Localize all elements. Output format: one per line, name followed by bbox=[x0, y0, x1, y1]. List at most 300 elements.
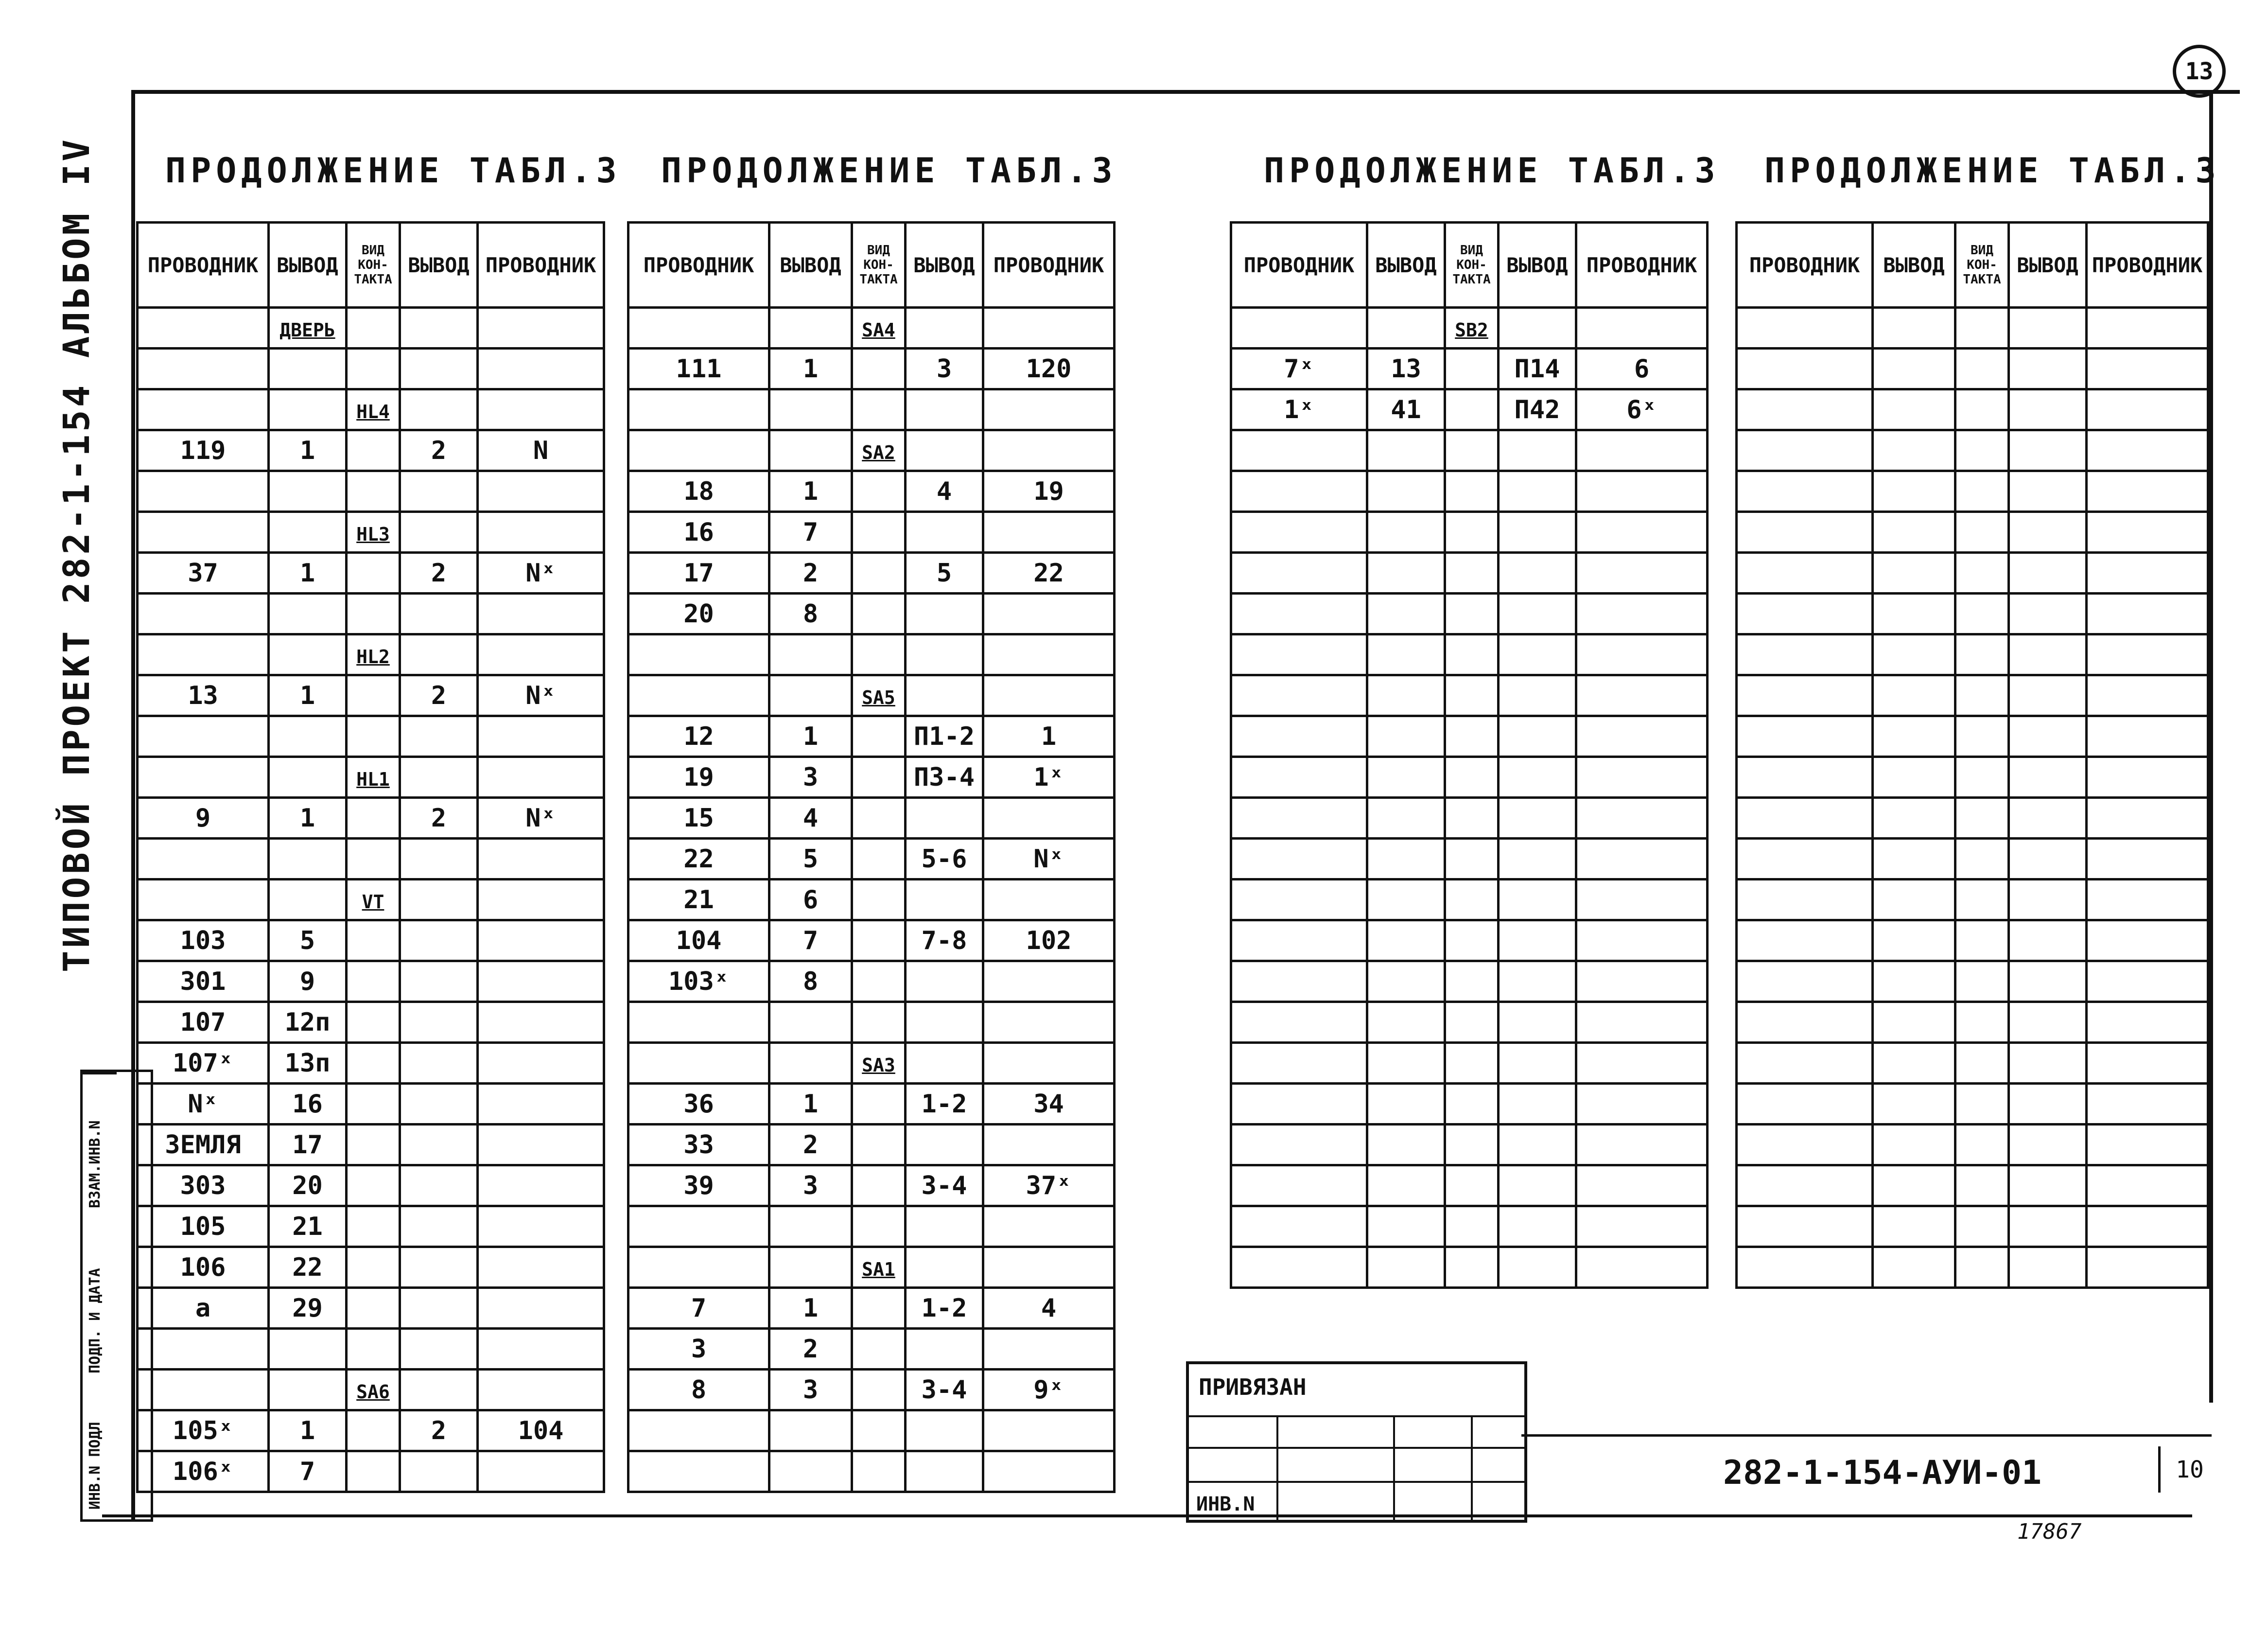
table-cell bbox=[347, 757, 400, 798]
column-header bbox=[1955, 223, 2009, 308]
column-header bbox=[1367, 223, 1445, 308]
table-cell bbox=[1576, 1247, 1708, 1288]
table-cell bbox=[1873, 1165, 1955, 1206]
table-cell bbox=[1367, 1084, 1445, 1125]
table-cell bbox=[269, 430, 347, 471]
table-cell bbox=[1445, 1247, 1499, 1288]
table-row bbox=[628, 716, 1115, 757]
side-stamp-label: ПОДП. И ДАТА bbox=[87, 1268, 104, 1373]
table-cell bbox=[2009, 553, 2087, 594]
cell-value: 17 bbox=[683, 558, 714, 588]
cell-value: 29 bbox=[292, 1293, 323, 1323]
table-row bbox=[138, 880, 604, 920]
table-row bbox=[138, 634, 604, 675]
table-cell bbox=[1955, 594, 2009, 634]
table-cell bbox=[1737, 1165, 1873, 1206]
table-cell bbox=[1873, 430, 1955, 471]
table-cell bbox=[906, 961, 983, 1002]
table-cell bbox=[628, 839, 769, 880]
table-cell bbox=[1955, 308, 2009, 349]
stamp-inv-label: ИНВ.N bbox=[1196, 1493, 1255, 1515]
table-row bbox=[1737, 1084, 2208, 1125]
table-cell bbox=[852, 1288, 906, 1329]
frame-right-line bbox=[2209, 90, 2213, 1403]
table-cell bbox=[2087, 471, 2208, 512]
table-row bbox=[628, 553, 1115, 594]
table-cell bbox=[400, 512, 478, 553]
table-cell bbox=[1231, 430, 1367, 471]
cell-value: 2 bbox=[431, 681, 447, 710]
table-row bbox=[628, 512, 1115, 553]
table-cell bbox=[983, 839, 1115, 880]
table-cell bbox=[2087, 839, 2208, 880]
table-cell bbox=[852, 594, 906, 634]
table-cell bbox=[769, 1206, 852, 1247]
cell-value: 1-2 bbox=[921, 1089, 967, 1119]
table-cell bbox=[1499, 308, 1576, 349]
table-cell bbox=[628, 1288, 769, 1329]
table-cell bbox=[2009, 1206, 2087, 1247]
table-cell bbox=[347, 880, 400, 920]
table-cell bbox=[1499, 430, 1576, 471]
table-cell bbox=[1231, 716, 1367, 757]
table-row bbox=[1231, 1125, 1708, 1165]
table-cell bbox=[852, 349, 906, 389]
cell-value: П3-4 bbox=[913, 762, 975, 792]
table-row bbox=[138, 553, 604, 594]
table-row bbox=[138, 1206, 604, 1247]
table-row bbox=[138, 512, 604, 553]
cell-value: 3 bbox=[936, 354, 952, 384]
table-cell bbox=[138, 1002, 269, 1043]
table-cell bbox=[628, 1329, 769, 1370]
table-cell bbox=[347, 1247, 400, 1288]
table-cell bbox=[1955, 1002, 2009, 1043]
cell-value: 105ˣ bbox=[172, 1416, 234, 1445]
table-cell bbox=[1367, 961, 1445, 1002]
table-cell bbox=[1367, 512, 1445, 553]
table-cell bbox=[1873, 716, 1955, 757]
table-cell bbox=[983, 798, 1115, 839]
table-cell bbox=[1576, 430, 1708, 471]
table-cell bbox=[769, 675, 852, 716]
table-cell bbox=[1873, 798, 1955, 839]
table-header-row bbox=[138, 223, 604, 308]
table-cell bbox=[906, 798, 983, 839]
cell-value: N bbox=[533, 436, 549, 465]
cell-value: 8 bbox=[691, 1375, 707, 1405]
table-cell bbox=[478, 839, 604, 880]
table-cell bbox=[1231, 920, 1367, 961]
table-cell bbox=[983, 308, 1115, 349]
table-row bbox=[628, 1043, 1115, 1084]
table-cell bbox=[1576, 594, 1708, 634]
cell-value: 2 bbox=[431, 803, 447, 833]
table-cell bbox=[2087, 553, 2208, 594]
cell-value: SB2 bbox=[1455, 319, 1488, 341]
table-cell bbox=[1873, 594, 1955, 634]
table-cell bbox=[1499, 880, 1576, 920]
table-cell bbox=[983, 1002, 1115, 1043]
table-cell bbox=[2009, 880, 2087, 920]
cell-value: 19 bbox=[1033, 476, 1064, 506]
table-cell bbox=[983, 1451, 1115, 1492]
table-cell bbox=[400, 1329, 478, 1370]
table-cell bbox=[1499, 512, 1576, 553]
table-cell bbox=[1955, 716, 2009, 757]
column-header-label: ПРОВОДНИК bbox=[1243, 253, 1355, 277]
table-cell bbox=[1873, 675, 1955, 716]
table-cell bbox=[628, 716, 769, 757]
table-cell bbox=[269, 553, 347, 594]
table-cell bbox=[138, 1043, 269, 1084]
column-header-label: ВИД КОН-ТАКТА bbox=[354, 243, 392, 287]
table-cell bbox=[2087, 961, 2208, 1002]
table-row bbox=[628, 1410, 1115, 1451]
table-cell bbox=[1737, 757, 1873, 798]
column-header bbox=[1499, 223, 1576, 308]
table-row bbox=[1737, 675, 2208, 716]
table-cell bbox=[1576, 961, 1708, 1002]
column-header-label: ВИД КОН-ТАКТА bbox=[1452, 243, 1491, 287]
table-cell bbox=[1576, 1002, 1708, 1043]
column-header-label: ПРОВОДНИК bbox=[1749, 253, 1860, 277]
table-header-row bbox=[628, 223, 1115, 308]
table-row bbox=[628, 1165, 1115, 1206]
table-cell bbox=[1576, 349, 1708, 389]
table-cell bbox=[269, 634, 347, 675]
cell-value: 22 bbox=[1033, 558, 1064, 588]
table-cell bbox=[400, 920, 478, 961]
table-cell bbox=[269, 1451, 347, 1492]
column-header bbox=[1231, 223, 1367, 308]
title-block-line bbox=[1521, 1434, 2212, 1437]
table-cell bbox=[2009, 675, 2087, 716]
table-cell bbox=[478, 1084, 604, 1125]
cell-value: 2 bbox=[803, 1334, 819, 1364]
table-cell bbox=[1955, 553, 2009, 594]
table-cell bbox=[1576, 1084, 1708, 1125]
table-cell bbox=[852, 1451, 906, 1492]
table-cell bbox=[983, 1043, 1115, 1084]
table-cell bbox=[400, 1125, 478, 1165]
cell-value: 119 bbox=[180, 436, 226, 465]
table-row bbox=[628, 1125, 1115, 1165]
cell-value: 301 bbox=[180, 967, 226, 996]
cell-value: 39 bbox=[683, 1171, 714, 1200]
table-cell bbox=[1576, 1043, 1708, 1084]
table-header-row bbox=[1737, 223, 2208, 308]
table-cell bbox=[2009, 1165, 2087, 1206]
table-cell bbox=[478, 1002, 604, 1043]
cell-value: 17 bbox=[292, 1130, 323, 1160]
table-cell bbox=[906, 594, 983, 634]
table-cell bbox=[1737, 716, 1873, 757]
table-cell bbox=[1873, 634, 1955, 675]
table-cell bbox=[269, 594, 347, 634]
table-cell bbox=[852, 1165, 906, 1206]
table-cell bbox=[1955, 634, 2009, 675]
table-cell bbox=[1955, 675, 2009, 716]
table-cell bbox=[347, 1084, 400, 1125]
table-cell bbox=[769, 798, 852, 839]
table-cell bbox=[983, 553, 1115, 594]
table-cell bbox=[2009, 308, 2087, 349]
table-cell bbox=[769, 512, 852, 553]
table-cell bbox=[478, 1410, 604, 1451]
cell-value: 7 bbox=[299, 1457, 315, 1486]
cell-value: a bbox=[195, 1293, 211, 1323]
table-cell bbox=[1445, 880, 1499, 920]
table-cell bbox=[1955, 839, 2009, 880]
cell-value: 1 bbox=[299, 1416, 315, 1445]
table-row bbox=[1737, 1206, 2208, 1247]
table-cell bbox=[769, 471, 852, 512]
table-cell bbox=[1737, 430, 1873, 471]
table-cell bbox=[2009, 961, 2087, 1002]
table-cell bbox=[1873, 1125, 1955, 1165]
table-row bbox=[628, 1084, 1115, 1125]
table-cell bbox=[1737, 839, 1873, 880]
table-cell bbox=[138, 1451, 269, 1492]
table-row bbox=[628, 1247, 1115, 1288]
column-header bbox=[347, 223, 400, 308]
cell-value: 1 bbox=[803, 1089, 819, 1119]
cell-value: SA3 bbox=[862, 1054, 895, 1076]
table-cell bbox=[628, 430, 769, 471]
table-cell bbox=[906, 1084, 983, 1125]
table-row bbox=[1231, 920, 1708, 961]
table-cell bbox=[1576, 757, 1708, 798]
table-row bbox=[628, 1002, 1115, 1043]
table-cell bbox=[400, 634, 478, 675]
column-header bbox=[769, 223, 852, 308]
table-cell bbox=[400, 1451, 478, 1492]
table-cell bbox=[769, 634, 852, 675]
table-cell bbox=[906, 1247, 983, 1288]
table-cell bbox=[1576, 920, 1708, 961]
table-row bbox=[138, 1084, 604, 1125]
table-cell bbox=[1445, 961, 1499, 1002]
table-row bbox=[1737, 594, 2208, 634]
table-cell bbox=[906, 1002, 983, 1043]
table-cell bbox=[1576, 798, 1708, 839]
table-cell bbox=[769, 1165, 852, 1206]
table-cell bbox=[628, 553, 769, 594]
table-cell bbox=[269, 757, 347, 798]
table-cell bbox=[1231, 1002, 1367, 1043]
table-cell bbox=[628, 308, 769, 349]
table-cell bbox=[628, 1451, 769, 1492]
cell-value: 4 bbox=[803, 803, 819, 833]
table-cell bbox=[1576, 675, 1708, 716]
table-cell bbox=[1445, 1125, 1499, 1165]
table-cell bbox=[1367, 471, 1445, 512]
table-cell bbox=[269, 1084, 347, 1125]
table-cell bbox=[1955, 430, 2009, 471]
column-header bbox=[906, 223, 983, 308]
column-header bbox=[1873, 223, 1955, 308]
table-row bbox=[1737, 349, 2208, 389]
table-cell bbox=[138, 349, 269, 389]
table-cell bbox=[769, 553, 852, 594]
table-cell bbox=[138, 1370, 269, 1410]
cell-value: 13п bbox=[284, 1048, 331, 1078]
column-header bbox=[400, 223, 478, 308]
table-cell bbox=[138, 594, 269, 634]
table-cell bbox=[478, 634, 604, 675]
table-row bbox=[628, 675, 1115, 716]
table-cell bbox=[2009, 1247, 2087, 1288]
table-cell bbox=[1367, 1247, 1445, 1288]
table-cell bbox=[1576, 716, 1708, 757]
table-cell bbox=[347, 961, 400, 1002]
table-cell bbox=[269, 880, 347, 920]
table-cell bbox=[1231, 553, 1367, 594]
table-cell bbox=[906, 1370, 983, 1410]
table-cell bbox=[478, 349, 604, 389]
table-cell bbox=[906, 1125, 983, 1165]
table-cell bbox=[1231, 1247, 1367, 1288]
table-cell bbox=[400, 553, 478, 594]
table-cell bbox=[852, 839, 906, 880]
table-row bbox=[1737, 880, 2208, 920]
table-cell bbox=[347, 389, 400, 430]
table-cell bbox=[478, 1043, 604, 1084]
table-row bbox=[628, 1288, 1115, 1329]
table-cell bbox=[628, 880, 769, 920]
table-cell bbox=[906, 675, 983, 716]
table-row bbox=[1231, 1043, 1708, 1084]
cell-value: 37 bbox=[188, 558, 218, 588]
table-cell bbox=[400, 675, 478, 716]
table-cell bbox=[138, 839, 269, 880]
table-row bbox=[138, 471, 604, 512]
table-cell bbox=[269, 1206, 347, 1247]
column-header-label: ПРОВОДНИК bbox=[643, 253, 754, 277]
cell-value: П42 bbox=[1514, 395, 1560, 424]
table-cell bbox=[400, 1165, 478, 1206]
table-row bbox=[1231, 349, 1708, 389]
cell-value: SA6 bbox=[356, 1381, 390, 1403]
table-row bbox=[1231, 1002, 1708, 1043]
table-cell bbox=[1499, 1043, 1576, 1084]
table-cell bbox=[1737, 1084, 1873, 1125]
cell-value: 18 bbox=[683, 476, 714, 506]
cell-value: ЗЕМЛЯ bbox=[165, 1130, 241, 1160]
table-row bbox=[1231, 553, 1708, 594]
cell-value: 120 bbox=[1026, 354, 1072, 384]
cell-value: 3 bbox=[803, 1171, 819, 1200]
table-cell bbox=[628, 471, 769, 512]
table-cell bbox=[1231, 634, 1367, 675]
table-cell bbox=[1445, 553, 1499, 594]
table-cell bbox=[852, 920, 906, 961]
table-cell bbox=[400, 471, 478, 512]
column-header-label: ПРОВОДНИК bbox=[2092, 253, 2203, 277]
table-cell bbox=[983, 757, 1115, 798]
table-row bbox=[138, 1247, 604, 1288]
table-cell bbox=[138, 1206, 269, 1247]
table-cell bbox=[138, 1084, 269, 1125]
table-row bbox=[1737, 798, 2208, 839]
cell-value: 2 bbox=[803, 1130, 819, 1160]
table-cell bbox=[983, 512, 1115, 553]
cell-value: 8 bbox=[803, 599, 819, 629]
cell-value: 1ˣ bbox=[1284, 395, 1314, 424]
sheet-number: 10 bbox=[2158, 1446, 2219, 1493]
table-cell bbox=[1873, 553, 1955, 594]
table-cell bbox=[852, 553, 906, 594]
column-header-label: ВЫВОД bbox=[277, 253, 338, 277]
table-row bbox=[138, 1451, 604, 1492]
table-title: ПРОДОЛЖЕНИЕ ТАБЛ.3 bbox=[1264, 151, 1720, 191]
table-cell bbox=[628, 512, 769, 553]
table-cell bbox=[1873, 471, 1955, 512]
cell-value: 104 bbox=[676, 926, 722, 955]
column-header bbox=[628, 223, 769, 308]
table-cell bbox=[1445, 1002, 1499, 1043]
table-cell bbox=[138, 798, 269, 839]
table-cell bbox=[478, 798, 604, 839]
table-cell bbox=[347, 1329, 400, 1370]
table-cell bbox=[852, 634, 906, 675]
table-cell bbox=[1231, 1043, 1367, 1084]
column-header-label: ПРОВОДНИК bbox=[993, 253, 1104, 277]
table-cell bbox=[1367, 634, 1445, 675]
column-header-label: ПРОВОДНИК bbox=[147, 253, 259, 277]
table-cell bbox=[2009, 716, 2087, 757]
table-cell bbox=[2009, 594, 2087, 634]
cell-value: 2 bbox=[431, 558, 447, 588]
table-row bbox=[138, 1165, 604, 1206]
table-cell bbox=[400, 961, 478, 1002]
table-row bbox=[628, 961, 1115, 1002]
table-cell bbox=[400, 1370, 478, 1410]
table-row bbox=[1737, 430, 2208, 471]
table-cell bbox=[2087, 389, 2208, 430]
side-stamp-label: ИНВ.N ПОДЛ bbox=[87, 1422, 104, 1510]
table-cell bbox=[852, 1410, 906, 1451]
table-row bbox=[1737, 1002, 2208, 1043]
table-cell bbox=[1499, 1125, 1576, 1165]
table-cell bbox=[628, 1165, 769, 1206]
table-cell bbox=[400, 1043, 478, 1084]
table-cell bbox=[852, 716, 906, 757]
table-cell bbox=[2087, 798, 2208, 839]
table-row bbox=[138, 961, 604, 1002]
cell-value: 111 bbox=[676, 354, 722, 384]
table-cell bbox=[906, 880, 983, 920]
cell-value: 1 bbox=[803, 721, 819, 751]
column-header bbox=[2009, 223, 2087, 308]
table-cell bbox=[769, 1247, 852, 1288]
table-cell bbox=[1873, 1043, 1955, 1084]
table-cell bbox=[2009, 757, 2087, 798]
table-row bbox=[1231, 961, 1708, 1002]
table-cell bbox=[478, 1288, 604, 1329]
table-cell bbox=[478, 920, 604, 961]
table-cell bbox=[1737, 634, 1873, 675]
table-cell bbox=[1231, 308, 1367, 349]
table-cell bbox=[1499, 389, 1576, 430]
table-row bbox=[1737, 634, 2208, 675]
table-cell bbox=[983, 1247, 1115, 1288]
table-row bbox=[1231, 594, 1708, 634]
column-header-label: ПРОВОДНИК bbox=[485, 253, 596, 277]
cell-value: 105 bbox=[180, 1212, 226, 1241]
cell-value: 1 bbox=[803, 476, 819, 506]
